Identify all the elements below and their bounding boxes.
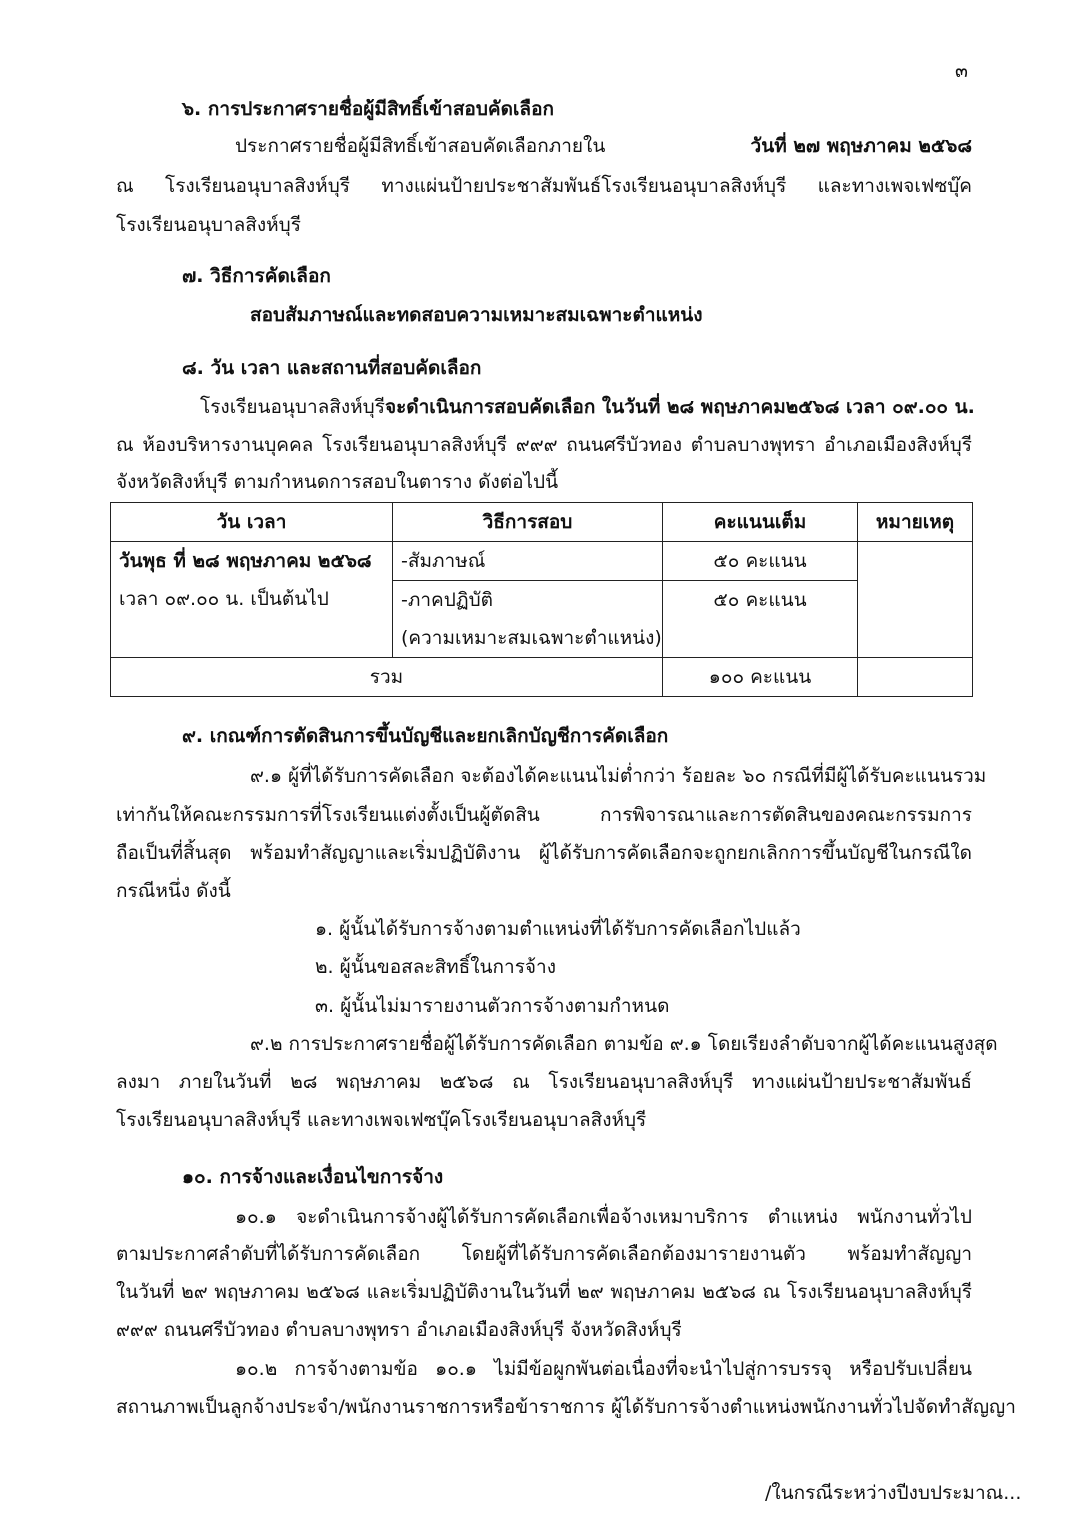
table-header-row (111, 503, 973, 542)
section-6-heading: ๖. การประกาศรายชื่อผู้มีสิทธิ์เข้าสอบคัดเลือก (182, 98, 554, 120)
continuation-note: /ในกรณีระหว่างปีงบประมาณ... (765, 1482, 1022, 1504)
section-8-exam-date: จะดำเนินการสอบคัดเลือก ในวันที่ ๒๘ พฤษภาคม๒๕๖๘ เวลา ๐๙.๐๐ น. (384, 396, 975, 418)
table-total-row (111, 658, 973, 697)
table-header-cell: คะแนนเต็ม (663, 503, 858, 542)
method-practical-note: (ความเหมาะสมเฉพาะตำแหน่ง) (401, 627, 662, 649)
section-7-body: สอบสัมภาษณ์และทดสอบความเหมาะสมเฉพาะตำแหน่ง (250, 304, 703, 326)
section-10-p2-line-2: สถานภาพเป็นลูกจ้างประจำ/พนักงานราชการหรือข้าราชการ ผู้ได้รับการจ้างตำแหน่งพนักงานทั่วไปจัดทำสัญญา (116, 1396, 1016, 1418)
table-row (111, 542, 973, 581)
table-header-cell: วัน เวลา (111, 503, 393, 542)
total-score: ๑๐๐ คะแนน (663, 658, 858, 697)
section-9-p2-line-3: โรงเรียนอนุบาลสิงห์บุรี และทางเพจเฟซบุ๊คโรงเรียนอนุบาลสิงห์บุรี (116, 1109, 647, 1131)
table-header-cell: หมายเหตุ (858, 503, 973, 542)
date-time-cell (111, 542, 393, 658)
section-7-heading: ๗. วิธีการคัดเลือก (182, 265, 331, 287)
section-6-announce-date: วันที่ ๒๗ พฤษภาคม ๒๕๖๘ (750, 135, 972, 157)
section-6-line-1-text: ประกาศรายชื่อผู้มีสิทธิ์เข้าสอบคัดเลือกภายใน (235, 135, 606, 157)
section-6-line-1 (235, 133, 972, 159)
section-10-p2-line-1: ๑๐.๒ การจ้างตามข้อ ๑๐.๑ ไม่มีข้อผูกพันต่อเนื่องที่จะนำไปสู่การบรรจุ หรือปรับเปลี่ยน (235, 1358, 972, 1380)
section-6-line-3: โรงเรียนอนุบาลสิงห์บุรี (116, 214, 301, 236)
section-9-p2-line-2: ลงมา ภายในวันที่ ๒๘ พฤษภาคม ๒๕๖๘ ณ โรงเรียนอนุบาลสิงห์บุรี ทางแผ่นป้ายประชาสัมพันธ์ (116, 1071, 972, 1093)
section-10-p1-line-2: ตามประกาศลำดับที่ได้รับการคัดเลือก โดยผู้ที่ได้รับการคัดเลือกต้องมารายงานตัว พร้อมทำสัญญา (116, 1243, 972, 1265)
total-remarks-cell (858, 658, 973, 697)
section-6-line-2: ณ โรงเรียนอนุบาลสิงห์บุรี ทางแผ่นป้ายประชาสัมพันธ์โรงเรียนอนุบาลสิงห์บุรี และทางเพจเฟซบุ๊ค (116, 175, 972, 197)
section-8-line-2: ณ ห้องบริหารงานบุคคล โรงเรียนอนุบาลสิงห์บุรี ๙๙๙ ถนนศรีบัวทอง ตำบลบางพุทรา อำเภอเมืองสิงห์บุรี (116, 434, 972, 456)
section-8-heading: ๘. วัน เวลา และสถานที่สอบคัดเลือก (182, 357, 482, 379)
total-label: รวม (111, 658, 663, 697)
method-practical: -ภาคปฏิบัติ (401, 589, 493, 611)
section-8-line-1 (200, 394, 975, 420)
section-8-line-3: จังหวัดสิงห์บุรี ตามกำหนดการสอบในตาราง ดังต่อไปนี้ (116, 471, 559, 493)
section-9-p2-line-1: ๙.๒ การประกาศรายชื่อผู้ได้รับการคัดเลือก ตามข้อ ๙.๑ โดยเรียงลำดับจากผู้ได้คะแนนสูงสุด (250, 1033, 998, 1055)
section-10-p1-line-1: ๑๐.๑ จะดำเนินการจ้างผู้ได้รับการคัดเลือกเพื่อจ้างเหมาบริการ ตำแหน่ง พนักงานทั่วไป (235, 1206, 972, 1228)
method-cell (393, 581, 663, 658)
section-8-school-name: โรงเรียนอนุบาลสิงห์บุรี (200, 396, 385, 418)
exam-date: วันพุธ ที่ ๒๘ พฤษภาคม ๒๕๖๘ (119, 550, 372, 572)
exam-time: เวลา ๐๙.๐๐ น. เป็นต้นไป (119, 588, 329, 610)
section-9-p1-line-2: เท่ากันให้คณะกรรมการที่โรงเรียนแต่งตั้งเป็นผู้ตัดสิน การพิจารณาและการตัดสินของคณะกรรมการ (116, 804, 972, 826)
section-9-item-1: ๑. ผู้นั้นได้รับการจ้างตามตำแหน่งที่ได้รับการคัดเลือกไปแล้ว (315, 918, 801, 940)
section-9-item-3: ๓. ผู้นั้นไม่มารายงานตัวการจ้างตามกำหนด (315, 995, 670, 1017)
section-9-p1-line-1: ๙.๑ ผู้ที่ได้รับการคัดเลือก จะต้องได้คะแนนไม่ต่ำกว่า ร้อยละ ๖๐ กรณีที่มีผู้ได้รับคะแนนรวม (250, 765, 987, 787)
section-10-p1-line-3: ในวันที่ ๒๙ พฤษภาคม ๒๕๖๘ และเริ่มปฏิบัติงานในวันที่ ๒๙ พฤษภาคม ๒๕๖๘ ณ โรงเรียนอนุบาลสิงห์บุรี (116, 1281, 972, 1303)
section-9-p1-line-3: ถือเป็นที่สิ้นสุด พร้อมทำสัญญาและเริ่มปฏิบัติงาน ผู้ได้รับการคัดเลือกจะถูกยกเลิกการขึ้นบัญชีในกรณีใด (116, 842, 972, 864)
remarks-cell (858, 542, 973, 658)
exam-schedule-table (110, 502, 973, 697)
section-10-heading: ๑๐. การจ้างและเงื่อนไขการจ้าง (182, 1166, 444, 1188)
section-9-item-2: ๒. ผู้นั้นขอสละสิทธิ์ในการจ้าง (315, 956, 556, 978)
section-9-heading: ๙. เกณฑ์การตัดสินการขึ้นบัญชีและยกเลิกบัญชีการคัดเลือก (182, 725, 669, 747)
method-cell: -สัมภาษณ์ (393, 542, 663, 581)
page-number: ๓ (955, 60, 968, 82)
section-10-p1-line-4: ๙๙๙ ถนนศรีบัวทอง ตำบลบางพุทรา อำเภอเมืองสิงห์บุรี จังหวัดสิงห์บุรี (116, 1319, 682, 1341)
score-cell: ๕๐ คะแนน (663, 581, 858, 658)
section-9-p1-line-4: กรณีหนึ่ง ดังนี้ (116, 880, 231, 902)
table-header-cell: วิธีการสอบ (393, 503, 663, 542)
score-cell: ๕๐ คะแนน (663, 542, 858, 581)
